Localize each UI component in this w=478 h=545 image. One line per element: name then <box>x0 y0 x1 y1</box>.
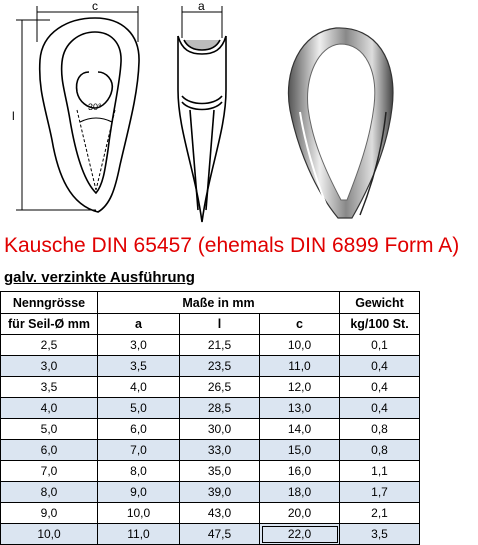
table-cell: 9,0 <box>98 482 180 503</box>
table-cell: 13,0 <box>260 398 340 419</box>
header-nenngroesse: Nenngrösse <box>1 292 98 314</box>
table-cell: 20,0 <box>260 503 340 524</box>
table-cell: 7,0 <box>1 461 98 482</box>
table-cell: 11,0 <box>260 356 340 377</box>
thimble-photo <box>288 28 393 218</box>
product-subtitle: galv. verzinkte Ausführung <box>4 269 195 286</box>
table-cell: 2,5 <box>1 335 98 356</box>
table-cell: 0,4 <box>340 377 420 398</box>
product-title: Kausche DIN 65457 (ehemals DIN 6899 Form A) <box>4 234 460 257</box>
table-cell: 10,0 <box>260 335 340 356</box>
empty-cell <box>420 356 478 377</box>
table-cell: 1,1 <box>340 461 420 482</box>
thimble-side-view <box>178 6 226 222</box>
table-cell: 6,0 <box>98 419 180 440</box>
empty-cell <box>420 440 478 461</box>
table-cell: 3,0 <box>1 356 98 377</box>
table-row <box>1 356 478 377</box>
table-row <box>1 461 478 482</box>
header-masse: Maße in mm <box>98 292 340 314</box>
table-row <box>1 482 478 503</box>
empty-cell <box>420 335 478 356</box>
table-header-row-2 <box>1 314 478 335</box>
dim-c-label: c <box>92 0 98 13</box>
table-cell: 8,0 <box>1 482 98 503</box>
table-row <box>1 335 478 356</box>
table-cell: 3,5 <box>1 377 98 398</box>
table-cell: 14,0 <box>260 419 340 440</box>
empty-cell <box>420 524 478 545</box>
table-cell: 26,5 <box>180 377 260 398</box>
table-cell: 4,0 <box>1 398 98 419</box>
empty-cell <box>420 503 478 524</box>
table-cell: 33,0 <box>180 440 260 461</box>
table-cell: 47,5 <box>180 524 260 545</box>
thimble-front-view <box>40 18 139 212</box>
empty-cell <box>420 314 478 335</box>
table-cell: 22,0 <box>260 524 340 545</box>
table-row <box>1 419 478 440</box>
empty-cell <box>420 292 478 314</box>
table-row <box>1 440 478 461</box>
table-cell: 5,0 <box>98 398 180 419</box>
table-cell: 1,7 <box>340 482 420 503</box>
table-cell: 23,5 <box>180 356 260 377</box>
empty-cell <box>420 398 478 419</box>
thimble-drawings <box>0 0 478 232</box>
table-cell: 10,0 <box>98 503 180 524</box>
table-cell: 0,8 <box>340 440 420 461</box>
table-cell: 35,0 <box>180 461 260 482</box>
table-cell: 15,0 <box>260 440 340 461</box>
table-row <box>1 398 478 419</box>
table-cell: 7,0 <box>98 440 180 461</box>
table-cell: 12,0 <box>260 377 340 398</box>
dim-a-label: a <box>198 0 205 13</box>
table-row <box>1 524 478 545</box>
empty-cell <box>420 461 478 482</box>
dimensions-table <box>0 291 478 545</box>
empty-cell <box>420 377 478 398</box>
table-cell: 8,0 <box>98 461 180 482</box>
table-cell: 39,0 <box>180 482 260 503</box>
table-cell: 0,4 <box>340 398 420 419</box>
table-cell: 9,0 <box>1 503 98 524</box>
dim-angle-label: 30° <box>88 102 102 112</box>
table-header-row-1 <box>1 292 478 314</box>
table-cell: 3,5 <box>340 524 420 545</box>
empty-cell <box>420 419 478 440</box>
dim-l-label: l <box>12 109 15 123</box>
table-cell: 2,1 <box>340 503 420 524</box>
table-cell: 21,5 <box>180 335 260 356</box>
table-cell: 0,1 <box>340 335 420 356</box>
empty-cell <box>420 482 478 503</box>
table-cell: 11,0 <box>98 524 180 545</box>
header-a: a <box>98 314 180 335</box>
header-gewicht: Gewicht <box>340 292 420 314</box>
table-cell: 0,8 <box>340 419 420 440</box>
table-cell: 18,0 <box>260 482 340 503</box>
table-cell: 16,0 <box>260 461 340 482</box>
header-c: c <box>260 314 340 335</box>
header-kg: kg/100 St. <box>340 314 420 335</box>
table-cell: 10,0 <box>1 524 98 545</box>
table-cell: 4,0 <box>98 377 180 398</box>
header-l: l <box>180 314 260 335</box>
table-cell: 43,0 <box>180 503 260 524</box>
table-row <box>1 377 478 398</box>
table-cell: 5,0 <box>1 419 98 440</box>
header-seil: für Seil-Ø mm <box>1 314 98 335</box>
table-cell: 3,5 <box>98 356 180 377</box>
table-cell: 3,0 <box>98 335 180 356</box>
table-row <box>1 503 478 524</box>
table-cell: 30,0 <box>180 419 260 440</box>
table-cell: 28,5 <box>180 398 260 419</box>
table-cell: 0,4 <box>340 356 420 377</box>
table-cell: 6,0 <box>1 440 98 461</box>
